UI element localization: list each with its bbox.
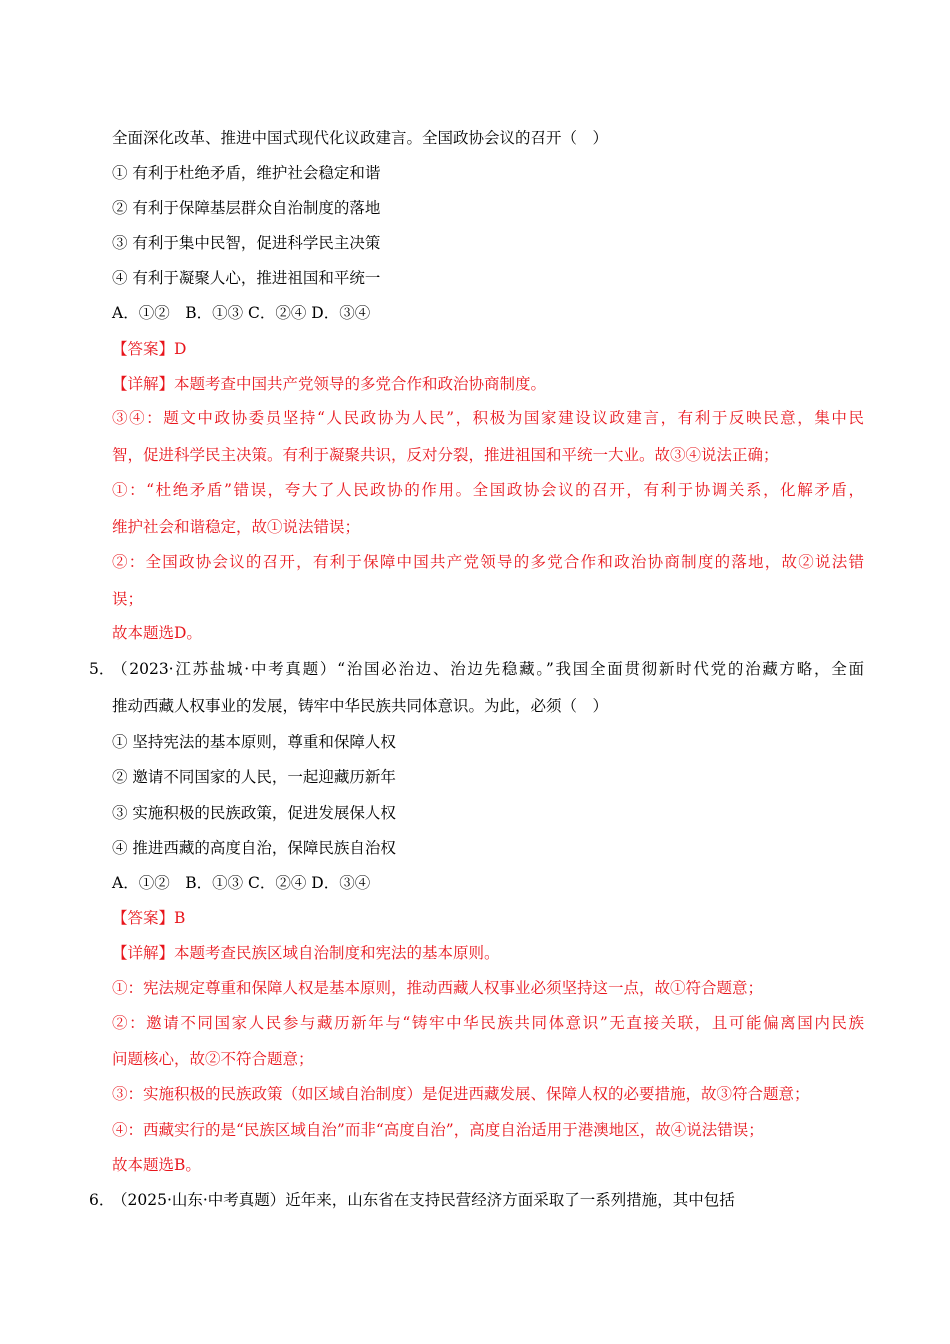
q5-stem-line: （2023·江苏盐城·中考真题）“治国必治边、治边先稳藏。”我国全面贯彻新时代党的治藏方略，全面 (112, 660, 864, 678)
q5-number: 5． (89, 660, 115, 678)
q5-detail-line: ④：西藏实行的是“民族区域自治”而非“高度自治”，高度自治适用于港澳地区，故④说法错误； (112, 1121, 764, 1139)
q5-detail-line: 【详解】本题考查民族区域自治制度和宪法的基本原则。 (112, 944, 500, 962)
q6-stem-line: （2025·山东·中考真题）近年来，山东省在支持民营经济方面采取了一系列措施，其中包括 (112, 1191, 735, 1209)
q5-option-4: ④ 推进西藏的高度自治，保障民族自治权 (112, 839, 396, 857)
q5-detail-line: ②：邀请不同国家人民参与藏历新年与“铸牢中华民族共同体意识”无直接关联，且可能偏离国内民族 (112, 1014, 864, 1032)
q5-detail-line: ③：实施积极的民族政策（如区域自治制度）是促进西藏发展、保障人权的必要措施，故③符合题意； (112, 1085, 810, 1103)
q5-choices: A．①② B．①③ C．②④ D．③④ (112, 874, 371, 892)
q4-option-3: ③ 有利于集中民智，促进科学民主决策 (112, 234, 381, 252)
q5-option-1: ① 坚持宪法的基本原则，尊重和保障人权 (112, 733, 396, 751)
q4-stem-tail: 全面深化改革、推进中国式现代化议政建言。全国政协会议的召开（ ） (112, 129, 609, 147)
q4-detail-line: 维护社会和谐稳定，故①说法错误； (112, 518, 361, 536)
q4-option-4: ④ 有利于凝聚人心，推进祖国和平统一 (112, 269, 381, 287)
q5-detail-line: 问题核心，故②不符合题意； (112, 1050, 314, 1068)
q5-stem-line: 推动西藏人权事业的发展，铸牢中华民族共同体意识。为此，必须（ ） (112, 697, 609, 715)
q5-detail-line: 故本题选B。 (112, 1156, 201, 1174)
q4-option-2: ② 有利于保障基层群众自治制度的落地 (112, 199, 381, 217)
q4-detail-line: 误； (112, 590, 144, 608)
q6-number: 6． (89, 1191, 115, 1209)
q4-detail-line: 故本题选D。 (112, 624, 202, 642)
q4-detail-line: 【详解】本题考查中国共产党领导的多党合作和政治协商制度。 (112, 375, 547, 393)
q4-detail-line: ③④：题文中政协委员坚持“人民政协为人民”，积极为国家建设议政建言，有利于反映民意，集中民 (112, 409, 864, 427)
q4-detail-line: ①：“杜绝矛盾”错误，夸大了人民政协的作用。全国政协会议的召开，有利于协调关系，化解矛盾， (112, 481, 864, 499)
q4-detail-line: 智，促进科学民主决策。有利于凝聚共识，反对分裂，推进祖国和平统一大业。故③④说法正确； (112, 446, 779, 464)
q4-choices: A．①② B．①③ C．②④ D．③④ (112, 304, 371, 322)
q5-detail-line: ①：宪法规定尊重和保障人权是基本原则，推动西藏人权事业必须坚持这一点，故①符合题意； (112, 979, 764, 997)
q5-option-3: ③ 实施积极的民族政策，促进发展保人权 (112, 804, 396, 822)
q4-detail-line: ②：全国政协会议的召开，有利于保障中国共产党领导的多党合作和政治协商制度的落地，故②说法错 (112, 553, 864, 571)
q4-option-1: ① 有利于杜绝矛盾，维护社会稳定和谐 (112, 164, 381, 182)
q4-answer: 【答案】D (112, 340, 187, 358)
q5-option-2: ② 邀请不同国家的人民，一起迎藏历新年 (112, 768, 396, 786)
q5-answer: 【答案】B (112, 909, 186, 927)
